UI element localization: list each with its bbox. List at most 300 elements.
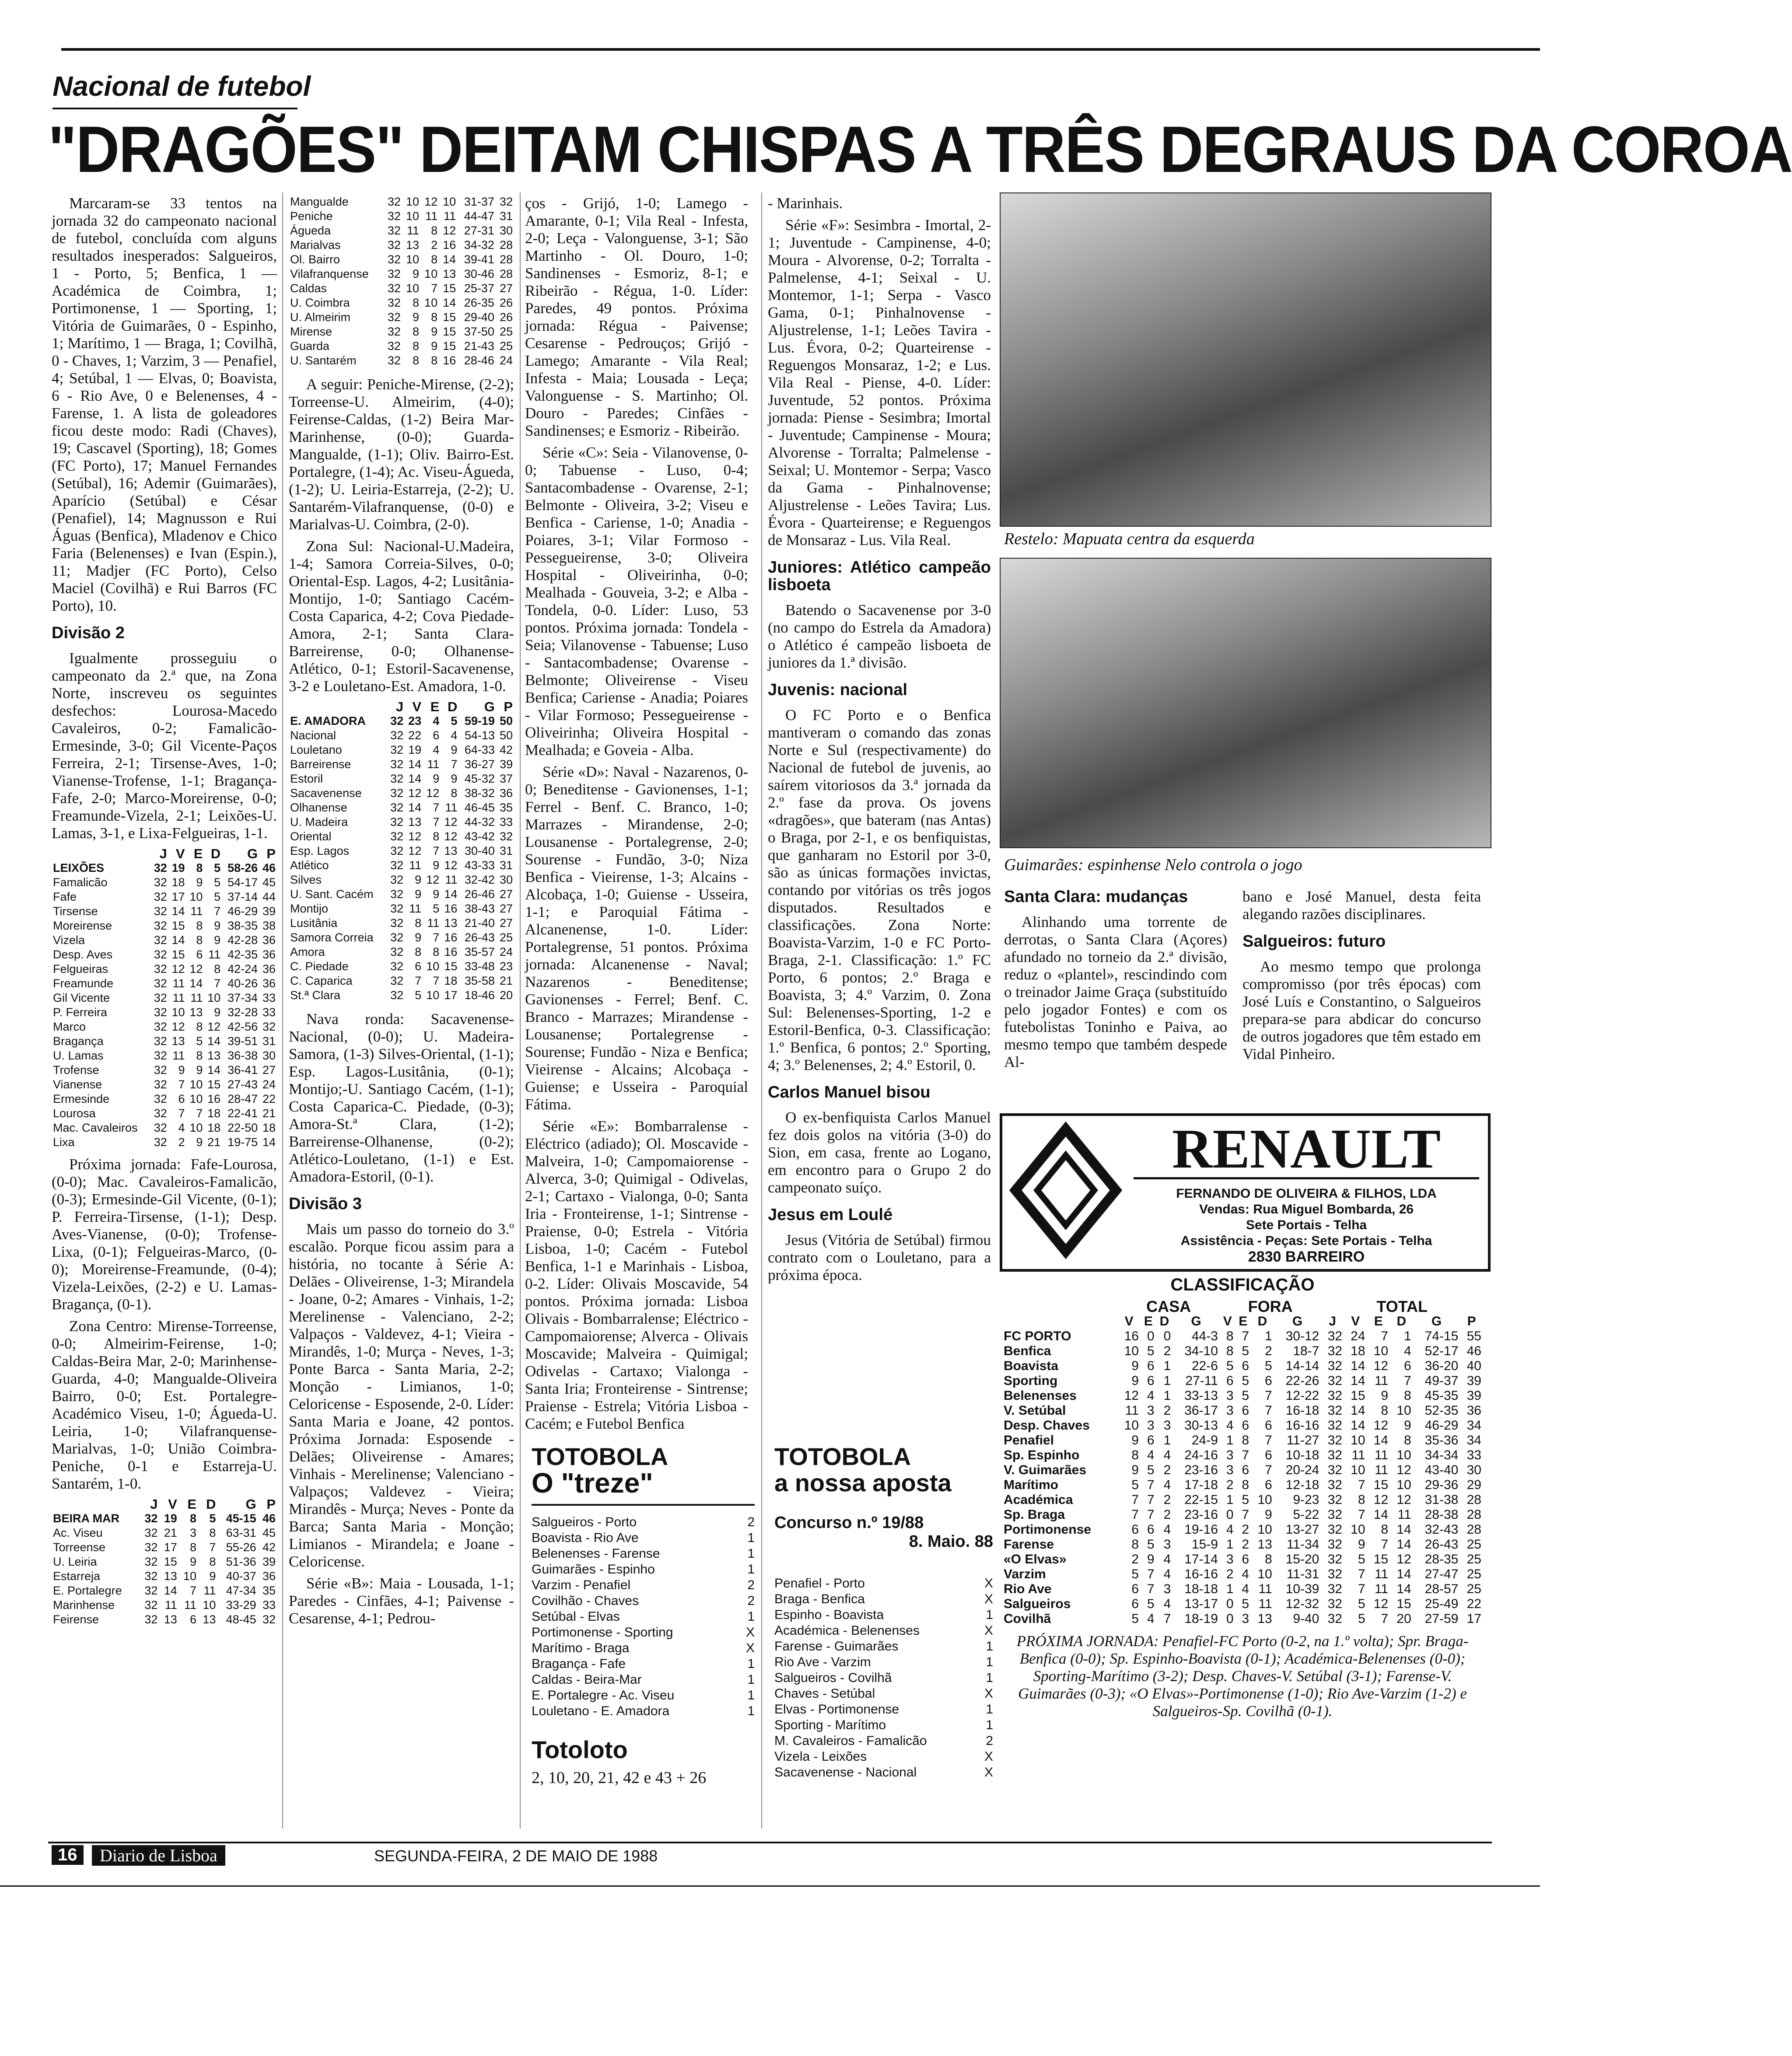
- team-name: Desp. Chaves: [1004, 1418, 1090, 1433]
- prediction: 1: [986, 1655, 993, 1669]
- stat-cell: 38: [262, 919, 276, 932]
- stat-cell: 14: [408, 772, 422, 785]
- stat-cell: 32: [390, 859, 404, 872]
- stat-cell: 11: [164, 1598, 177, 1612]
- col4-cont: - Marinhais.: [768, 195, 843, 212]
- div3-title: Divisão 3: [289, 1195, 362, 1213]
- stat-cell: 7: [1381, 1537, 1389, 1552]
- stat-cell: 8: [1226, 1329, 1234, 1343]
- team-name: Olhanense: [290, 801, 347, 814]
- stat-cell: 36: [1466, 1403, 1481, 1418]
- table-row: [1002, 1597, 1483, 1612]
- stat-cell: 9-23: [1293, 1493, 1320, 1507]
- stat-cell: 1: [1226, 1537, 1234, 1552]
- stat-cell: 21: [207, 1136, 221, 1149]
- table-row: [52, 861, 277, 875]
- team-name: Salgueiros: [1004, 1597, 1071, 1611]
- stat-cell: 7: [1147, 1582, 1155, 1596]
- stat-cell: 63-31: [226, 1526, 256, 1539]
- stat-cell: 29: [1466, 1478, 1481, 1492]
- prediction: 1: [747, 1546, 755, 1561]
- stat-cell: 28: [1466, 1493, 1481, 1507]
- salgueiros-text: Ao mesmo tempo que prolonga compromisso (por três épocas) com José Luís e Constantino, o Salgueiros prepara-se para abdicar do concurso de outros jogadores que têm estado em Vidal Pinheiro.: [1242, 958, 1481, 1063]
- stat-cell: 15: [443, 282, 456, 295]
- stat-cell: 30-40: [464, 844, 495, 857]
- stat-cell: 3: [1226, 1403, 1234, 1418]
- stat-cell: 13: [444, 916, 458, 930]
- stat-cell: 2: [1163, 1344, 1171, 1358]
- totobola2-date: 8. Maio. 88: [909, 1532, 993, 1551]
- table-row: [1002, 1374, 1483, 1388]
- stat-cell: 6: [1131, 1597, 1139, 1611]
- stat-cell: 27: [262, 1063, 276, 1077]
- stat-cell: 34-34: [1424, 1448, 1459, 1462]
- stat-cell: 5: [433, 902, 440, 915]
- stat-cell: 7: [1147, 1478, 1155, 1492]
- stat-cell: 22-26: [1285, 1374, 1320, 1388]
- stat-cell: 5: [1147, 1597, 1155, 1611]
- stat-cell: 8: [433, 830, 440, 843]
- a-seguir: A seguir: Peniche-Mirense, (2-2); Torreense-U. Almeirim, (4-0); Feirense-Caldas, (1-2) Beira Mar-Marinhense, (0-0); Guarda-Mangualde, (1-1); Oliv. Bairro-Est. Portalegre, (1-4); Ac. Viseu-Águeda, (1-2); U. Leiria-Estarreja, (2-2); U. Santarém-Vilafranquense, (0-0) e Marialvas-U. Coimbra, (2-0).: [289, 376, 514, 533]
- stat-cell: 12: [408, 830, 422, 843]
- team-name: Marítimo: [1004, 1478, 1059, 1492]
- list-item: [532, 1656, 755, 1672]
- stat-cell: 32: [1327, 1463, 1342, 1477]
- stat-cell: 4: [1147, 1388, 1155, 1403]
- stat-cell: 16: [443, 238, 456, 252]
- stat-cell: 9: [433, 888, 440, 901]
- stat-cell: 13: [172, 1035, 185, 1048]
- header-cell: D: [1257, 1314, 1267, 1329]
- stat-cell: 11: [425, 210, 438, 223]
- team-name: Guarda: [290, 339, 330, 353]
- stat-cell: 28: [499, 238, 513, 252]
- stat-cell: 32: [1327, 1493, 1342, 1507]
- team-name: V. Guimarães: [1004, 1463, 1087, 1477]
- table-row: [1002, 1418, 1483, 1433]
- stat-cell: 50: [499, 729, 513, 742]
- stat-cell: 26-43: [1424, 1537, 1459, 1552]
- stat-cell: 11: [1374, 1463, 1389, 1477]
- stat-cell: 32: [1327, 1552, 1342, 1566]
- stat-cell: 18-18: [1184, 1582, 1218, 1596]
- separator: [282, 192, 283, 1829]
- table-row: [289, 252, 514, 267]
- stat-cell: 5-22: [1293, 1507, 1320, 1522]
- serie-f: Série «F»: Sesimbra - Imortal, 2-1; Juventude - Campinense, 4-0; Moura - Alvorense, 0-2; Torralta - Palmelense, 4-1; Seixal - U. Montemor, 1-1; Serpa - Vasco Gama, 0-1; Pinhalnovense - Aljustrelense, 1-1; Leões Tavira - Lus. Évora, 0-2; Quarteirense - Reguengos Monsaraz, 1-2; e Lus. Vila Real - Piense, 4-0. Líder: Juventude, 52 pontos. Próxima jornada: Piense - Sesimbra; Imortal - Juventude; Campinense - Moura; Alvorense - Torralta; Palmelense - Seixal; U. Montemor - Serpa; Vasco da Gama - Pinhalnovense; Aljustrelense - Leões Tavira; Lus. Évora - Quarteirense; e Reguengos de Monsaraz - Lus. Vila Real.: [768, 217, 991, 549]
- stat-cell: 32: [499, 830, 513, 843]
- match-label: Louletano - E. Amadora: [532, 1704, 670, 1718]
- stat-cell: 28-46: [464, 354, 494, 367]
- stat-cell: 13: [1257, 1612, 1272, 1626]
- team-name: C. Caparica: [290, 974, 353, 987]
- stat-cell: 20: [1396, 1612, 1411, 1626]
- stat-cell: 24-16: [1184, 1448, 1218, 1462]
- stat-cell: 5: [1147, 1537, 1155, 1552]
- stat-cell: 17: [444, 989, 458, 1002]
- stat-cell: 32: [154, 977, 167, 990]
- stat-cell: 40-37: [226, 1570, 256, 1583]
- stat-cell: 7: [415, 974, 422, 987]
- table-row: [52, 1063, 277, 1077]
- prediction: 2: [747, 1578, 755, 1592]
- stat-cell: 32: [1327, 1374, 1342, 1388]
- stat-cell: 10: [1257, 1567, 1272, 1581]
- match-label: M. Cavaleiros - Famalicão: [774, 1734, 927, 1748]
- stat-cell: 36-41: [228, 1063, 258, 1077]
- team-name: Penafiel: [1004, 1433, 1054, 1448]
- stat-cell: 34-32: [464, 238, 494, 252]
- team-name: FC PORTO: [1004, 1329, 1071, 1343]
- header-cell: V: [1223, 1314, 1232, 1329]
- stat-cell: 7: [1163, 1612, 1171, 1626]
- stat-cell: 39: [1466, 1388, 1481, 1403]
- stat-cell: 0: [1226, 1507, 1234, 1522]
- sul-paragraph: Zona Sul: Nacional-U.Madeira, 1-4; Samora Correia-Silves, 0-0; Oriental-Esp. Lagos, 4-2; Lusitânia-Montijo, 1-0; Santiago Cacém-Costa Caparica, 4-2; Cova Piedade-Amora, 2-1; Santa Clara-Barreirense, 0-0; Olhanense-Atlético, 0-1; Estoril-Sacavenense, 3-2 e Louletano-Est. Amadora, 1-0.: [289, 538, 514, 695]
- stat-cell: 47-34: [226, 1584, 256, 1597]
- stat-cell: 11-34: [1286, 1537, 1320, 1552]
- stat-cell: 11: [1374, 1567, 1389, 1581]
- stat-cell: 22: [1466, 1597, 1481, 1611]
- header-cell: J: [396, 699, 404, 714]
- table-row: [52, 904, 277, 919]
- stat-cell: 32: [387, 339, 401, 353]
- stat-cell: 12: [1124, 1388, 1139, 1403]
- header-cell: V: [168, 1497, 177, 1512]
- stat-cell: 6: [1265, 1448, 1272, 1462]
- stat-cell: 32: [387, 210, 401, 223]
- stat-cell: 14: [1396, 1582, 1411, 1596]
- column-header-row: [1002, 1314, 1483, 1329]
- stat-cell: 45-32: [464, 772, 495, 785]
- team-name: Oriental: [290, 830, 332, 843]
- serie-b: Série «B»: Maia - Lousada, 1-1; Paredes - Cinfães, 4-1; Paivense - Cesarense, 4-1; Pedrou-: [289, 1575, 514, 1627]
- stat-cell: 3: [1226, 1552, 1234, 1566]
- stat-cell: 32: [154, 1107, 167, 1120]
- team-name: V. Setúbal: [1004, 1403, 1066, 1418]
- stat-cell: 1: [1404, 1329, 1411, 1343]
- stat-cell: 5: [1147, 1344, 1155, 1358]
- stat-cell: 10-18: [1285, 1448, 1320, 1462]
- header-cell: [289, 699, 387, 714]
- stat-cell: 6: [1226, 1374, 1234, 1388]
- stat-cell: 10: [443, 195, 456, 208]
- match-label: Elvas - Portimonense: [774, 1702, 900, 1717]
- stat-cell: 46-29: [1424, 1418, 1459, 1433]
- list-item: [774, 1765, 993, 1780]
- team-name: Benfica: [1004, 1344, 1051, 1358]
- prediction: 1: [986, 1718, 993, 1732]
- team-name: Barreirense: [290, 758, 351, 771]
- stat-cell: 9: [412, 267, 419, 280]
- stat-cell: 14: [1351, 1403, 1365, 1418]
- stat-cell: 2: [1163, 1493, 1171, 1507]
- stat-cell: 32: [1327, 1448, 1342, 1462]
- stat-cell: 16: [443, 354, 456, 367]
- table-row: [52, 1526, 277, 1540]
- match-label: Bragança - Fafe: [532, 1657, 626, 1671]
- stat-cell: 10: [1373, 1344, 1389, 1358]
- stat-cell: 2: [1242, 1537, 1250, 1552]
- stat-cell: 18: [1351, 1344, 1365, 1358]
- renault-details: [1134, 1186, 1479, 1265]
- stat-cell: 7: [1358, 1507, 1365, 1522]
- table-row: [289, 945, 514, 959]
- stat-cell: 8: [412, 339, 419, 353]
- table-row: [52, 1077, 277, 1092]
- list-item: [532, 1546, 755, 1562]
- table-row: [289, 238, 514, 252]
- stat-cell: 32: [1327, 1522, 1342, 1537]
- prediction: 1: [747, 1531, 755, 1545]
- team-name: Varzim: [1004, 1567, 1046, 1581]
- header-cell: [1002, 1314, 1117, 1329]
- stat-cell: 32: [387, 238, 401, 252]
- stat-cell: 7: [433, 801, 440, 814]
- table-row: [52, 962, 277, 976]
- stat-cell: 32: [1327, 1507, 1342, 1522]
- table-row: [289, 902, 514, 916]
- stat-cell: 4: [1163, 1478, 1171, 1492]
- table-row: [289, 757, 514, 772]
- list-item: [532, 1514, 755, 1530]
- stat-cell: 4: [433, 743, 440, 756]
- stat-cell: 22: [408, 729, 422, 742]
- list-item: [532, 1672, 755, 1688]
- top-rule: [61, 48, 1540, 51]
- stat-cell: 8: [433, 945, 440, 958]
- table-row: [1002, 1463, 1483, 1478]
- stat-cell: 5: [1242, 1374, 1250, 1388]
- team-name: Lixa: [53, 1136, 75, 1149]
- header-cell: G: [1431, 1314, 1442, 1329]
- stat-cell: 7: [433, 844, 440, 857]
- stat-cell: 2: [1242, 1522, 1250, 1537]
- prediction: 1: [747, 1657, 755, 1671]
- stat-cell: 8: [1242, 1478, 1250, 1492]
- team-name: LEIXÕES: [53, 861, 105, 874]
- stat-cell: 24: [262, 1078, 276, 1091]
- stat-cell: 32: [154, 890, 167, 903]
- stat-cell: 32: [154, 1092, 167, 1105]
- stat-cell: 9: [1131, 1463, 1139, 1477]
- stat-cell: 8: [196, 1049, 203, 1062]
- stat-cell: 38-35: [228, 919, 258, 932]
- stat-cell: 16-18: [1285, 1403, 1320, 1418]
- stat-cell: 26-43: [464, 931, 495, 944]
- team-name: Montijo: [290, 902, 329, 915]
- standings-header-row: [52, 1497, 277, 1511]
- stat-cell: 28: [1466, 1507, 1481, 1522]
- carlos-text: O ex-benfiquista Carlos Manuel fez dois golos na vitória (3-0) do Sion, em casa, frente ao Logano, em encontro para o Grupo 2 do campeonato suíço.: [768, 1109, 991, 1196]
- stat-cell: 12: [1373, 1493, 1389, 1507]
- stat-cell: 15: [172, 948, 185, 961]
- stat-cell: 32-42: [464, 873, 495, 886]
- stat-cell: 10: [189, 890, 203, 903]
- stat-cell: 26-35: [464, 296, 494, 309]
- match-label: Marítimo - Braga: [532, 1641, 630, 1655]
- stat-cell: 4: [451, 729, 458, 742]
- stat-cell: 9: [433, 772, 440, 785]
- stat-cell: 5: [451, 714, 458, 727]
- header-cell: D: [1396, 1314, 1407, 1329]
- stat-cell: 5: [196, 1035, 203, 1048]
- stat-cell: 4: [1147, 1448, 1155, 1462]
- stat-cell: 32: [390, 960, 404, 973]
- stat-cell: 7: [1147, 1493, 1155, 1507]
- team-name: Ol. Bairro: [290, 253, 340, 266]
- stat-cell: 46: [262, 861, 276, 874]
- stat-cell: 44-3: [1191, 1329, 1218, 1343]
- stat-cell: 32: [154, 1078, 167, 1091]
- team-name: Bragança: [53, 1035, 104, 1048]
- prediction: 1: [986, 1608, 993, 1622]
- group-fora: FORA: [1248, 1297, 1293, 1315]
- list-item: [532, 1562, 755, 1577]
- stat-cell: 10: [1351, 1522, 1365, 1537]
- stat-cell: 5: [1147, 1463, 1155, 1477]
- stat-cell: 4: [178, 1121, 185, 1134]
- header-cell: P: [266, 1497, 276, 1512]
- stat-cell: 32: [390, 974, 404, 987]
- stat-cell: 22-15: [1184, 1493, 1218, 1507]
- juvenis-title: Juvenis: nacional: [768, 681, 907, 699]
- stat-cell: 14: [1396, 1537, 1411, 1552]
- totobola-aposta-box: [774, 1444, 993, 1780]
- stat-cell: 38-43: [464, 902, 495, 915]
- stat-cell: 32: [154, 1049, 167, 1062]
- column-4: [768, 195, 991, 1288]
- team-name: Famalicão: [53, 876, 108, 889]
- standings-norte: [52, 846, 277, 1150]
- table-row: [1002, 1329, 1483, 1344]
- stat-cell: 6: [433, 729, 440, 742]
- team-name: Académica: [1004, 1493, 1073, 1507]
- stat-cell: 23-16: [1184, 1463, 1218, 1477]
- table-row: [1002, 1552, 1483, 1567]
- table-row: [52, 1555, 277, 1569]
- juvenis-text: O FC Porto e o Benfica mantiveram o comando das zonas Norte e Sul (respectivamente) do Nacional de futebol de juvenis, ao saírem vitoriosos da 3.ª jornada da 2.º fase da prova. Os jovens «dragões», que bateram (nas Antas) o Braga, por 2-1, e os benfiquistas, que ganharam no Estoril por 3-0, são as únicas formações invictas, contando por vitórias os três jogos disputados. Resultados e classificações. Zona Norte: Boavista-Varzim, 1-0 e FC Porto-Braga, 2-1. Classificação: 1.º FC Porto, 6 pontos; 2.º Braga e Boavista, 3; 4.º Varzim, 0. Zona Sul: Belenenses-Sporting, 1-2 e Estoril-Benfica, 0-3. Classificação: 1.º Benfica, 6 pontos; 2.º Sporting, 4; 3.º Belenenses, 2; 4.º Estoril, 0.: [768, 706, 991, 1073]
- stat-cell: 55: [1466, 1329, 1481, 1343]
- table-row: [52, 1569, 277, 1584]
- stat-cell: 25-37: [464, 282, 494, 295]
- table-row: [52, 890, 277, 904]
- team-name: Nacional: [290, 729, 336, 742]
- header-cell: D: [206, 1497, 216, 1512]
- stat-cell: 19: [172, 861, 185, 874]
- stat-cell: 4: [1226, 1522, 1234, 1537]
- jesus-title: Jesus em Loulé: [768, 1206, 893, 1224]
- team-name: P. Ferreira: [53, 1006, 108, 1019]
- stat-cell: 33-48: [464, 960, 495, 973]
- stat-cell: 37-14: [228, 890, 258, 903]
- list-item: [774, 1717, 993, 1733]
- stat-cell: 12: [1373, 1597, 1389, 1611]
- stat-cell: 10: [406, 195, 419, 208]
- stat-cell: 6: [1265, 1374, 1272, 1388]
- stat-cell: 32: [144, 1584, 158, 1597]
- team-name: Tirsense: [53, 905, 98, 918]
- stat-cell: 18: [207, 1107, 221, 1120]
- stat-cell: 8: [196, 934, 203, 947]
- stat-cell: 8: [412, 325, 419, 338]
- stat-cell: 35-36: [1424, 1433, 1459, 1448]
- stat-cell: 4: [1163, 1597, 1171, 1611]
- stat-cell: 58-26: [228, 861, 258, 874]
- prediction: 1: [747, 1562, 755, 1577]
- carlos-title: Carlos Manuel bisou: [768, 1083, 931, 1101]
- list-item: [774, 1670, 993, 1686]
- stat-cell: 6: [1242, 1418, 1250, 1433]
- stat-cell: 32: [1327, 1478, 1342, 1492]
- stat-cell: 9: [431, 339, 438, 353]
- stat-cell: 36: [262, 948, 276, 961]
- team-name: E. AMADORA: [290, 714, 366, 727]
- stat-cell: 8: [190, 1541, 197, 1554]
- stat-cell: 9: [1131, 1359, 1139, 1373]
- table-row: [52, 1540, 277, 1555]
- stat-cell: 14: [443, 253, 456, 266]
- stat-cell: 1: [1226, 1493, 1234, 1507]
- renault-line5: 2830 BARREIRO: [1248, 1248, 1365, 1265]
- stat-cell: 12: [172, 962, 185, 976]
- team-name: Vianense: [53, 1078, 102, 1091]
- prediction: X: [746, 1625, 755, 1640]
- team-name: Farense: [1004, 1537, 1054, 1552]
- stat-cell: 27: [499, 902, 513, 915]
- team-name: Louletano: [290, 743, 342, 756]
- stat-cell: 8: [1265, 1552, 1272, 1566]
- stat-cell: 30: [499, 873, 513, 886]
- table-row: [52, 1598, 277, 1612]
- stat-cell: 32-28: [228, 1006, 258, 1019]
- stat-cell: 11: [1397, 1507, 1411, 1522]
- stat-cell: 3: [1163, 1582, 1171, 1596]
- stat-cell: 10: [1396, 1448, 1411, 1462]
- stat-cell: 24: [499, 945, 513, 958]
- stat-cell: 7: [1381, 1329, 1389, 1343]
- stat-cell: 32: [499, 195, 513, 208]
- stat-cell: 9: [190, 1555, 197, 1568]
- stat-cell: 9: [196, 1063, 203, 1077]
- team-name: Portimonense: [1004, 1522, 1092, 1537]
- table-row: [289, 339, 514, 353]
- stat-cell: 30: [499, 224, 513, 237]
- stat-cell: 6: [1242, 1403, 1250, 1418]
- match-label: Covilhão - Chaves: [532, 1594, 639, 1608]
- stat-cell: 19: [164, 1512, 177, 1525]
- stat-cell: 16-16: [1285, 1418, 1320, 1433]
- stat-cell: 45: [262, 1526, 276, 1539]
- stat-cell: 32: [390, 758, 404, 771]
- stat-cell: 32: [154, 1136, 167, 1149]
- match-label: E. Portalegre - Ac. Viseu: [532, 1688, 675, 1703]
- stat-cell: 7: [214, 977, 221, 990]
- team-name: U. Sant. Cacém: [290, 888, 374, 901]
- stat-cell: 39-41: [464, 253, 494, 266]
- stat-cell: 39: [262, 905, 276, 918]
- stat-cell: 32: [1327, 1433, 1342, 1448]
- team-name: U. Madeira: [290, 815, 348, 829]
- stat-cell: 8: [412, 354, 419, 367]
- stat-cell: 14: [164, 1584, 177, 1597]
- stat-cell: 9: [178, 1063, 185, 1077]
- stat-cell: 43-33: [464, 859, 495, 872]
- stat-cell: 15: [207, 1078, 221, 1091]
- stat-cell: 7: [1265, 1463, 1272, 1477]
- header-cell: D: [1159, 1314, 1169, 1329]
- table-row: [1002, 1448, 1483, 1463]
